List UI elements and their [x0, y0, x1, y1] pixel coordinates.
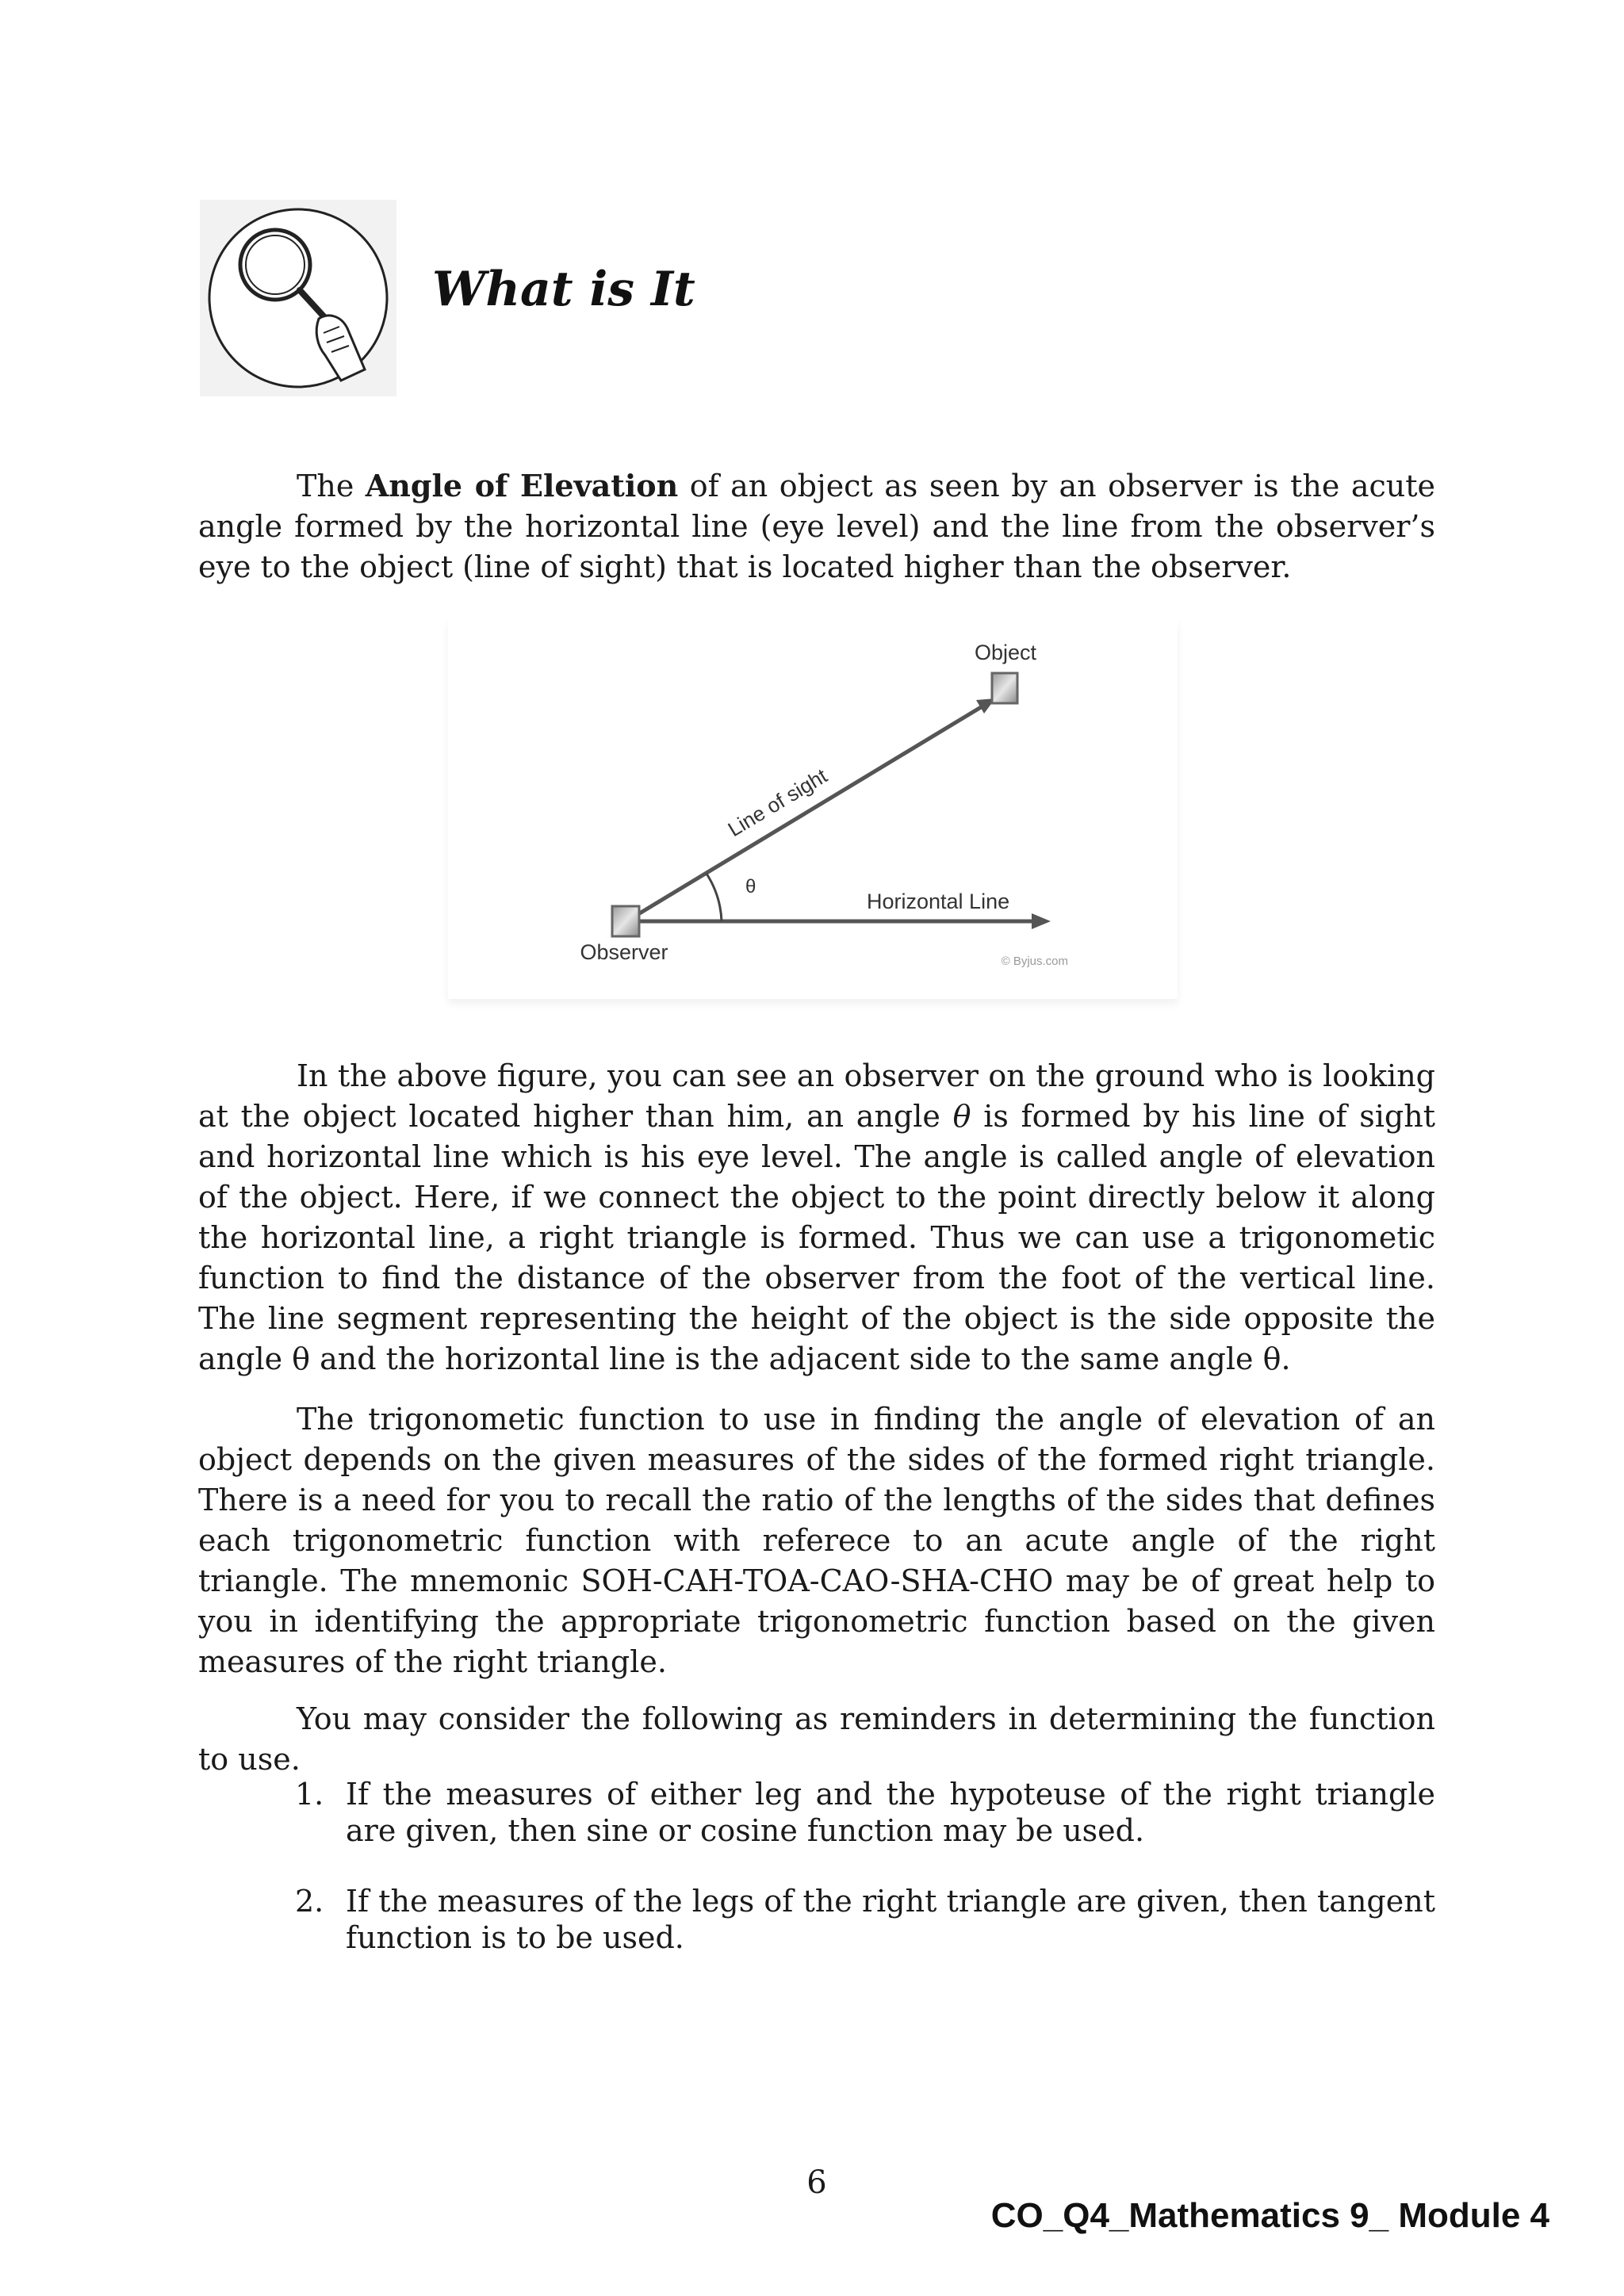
list-item-text: If the measures of either leg and the hypoteuse of the right triangle are given, then sine or cosine function may be used. — [346, 1777, 1435, 1848]
list-item-number: 2. — [295, 1884, 324, 1919]
definition-paragraph — [198, 465, 1435, 587]
figure-credit: © Byjus.com — [1001, 955, 1068, 968]
object-label: Object — [974, 641, 1037, 664]
paragraph-intro: The — [297, 469, 366, 503]
angle-of-elevation-term: Angle of Elevation — [365, 468, 679, 503]
reminders-intro: You may consider the following as reminders in determining the function to use. — [198, 1701, 1435, 1777]
line-of-sight-label: Line of sight — [723, 763, 832, 842]
list-item-number: 1. — [295, 1777, 324, 1812]
theta-label: θ — [745, 876, 756, 897]
list-item — [295, 1776, 1435, 1849]
list-item-text: If the measures of the legs of the right triangle are given, then tangent function is to be used. — [346, 1884, 1435, 1955]
section-title: What is It — [432, 262, 695, 317]
horizontal-line-arrowhead — [1032, 913, 1051, 929]
observer-label: Observer — [580, 940, 668, 964]
angle-arc — [707, 874, 722, 921]
horizontal-line-label: Horizontal Line — [867, 890, 1010, 913]
paragraph-body: of an object as seen by an observer is the acute angle formed by the horizontal line (eye level) and the line from the observer’s eye to the object (line of sight) that is located higher than the observer. — [198, 469, 1436, 584]
explanation-paragraph — [198, 1056, 1435, 1380]
observer-box — [612, 906, 639, 936]
module-code: CO_Q4_Mathematics 9_ Module 4 — [990, 2196, 1549, 2235]
angle-of-elevation-figure — [448, 618, 1178, 999]
paragraph-part1: In the above figure, you can see an observer on the ground who is looking at the object located higher than him, an angle — [198, 1058, 1435, 1134]
object-box — [992, 673, 1017, 703]
theta-symbol: θ — [952, 1099, 971, 1134]
mnemonic-paragraph: The trigonometic function to use in finding the angle of elevation of an object depends on the given measures of the sides of the formed right triangle. There is a need for you to recall the ratio of the lengths of the sides that defines each trigonometric function with referece to an acute angle of the right triangle. The mnemonic SOH-CAH-TOA-CAO-SHA-CHO may be of great help to you in identifying the appropriate trigonometric function based on the given measures of the right triangle. — [198, 1402, 1435, 1679]
paragraph-part2: is formed by his line of sight and horizontal line which is his eye level. The angle is called angle of elevation of the object. Here, if we connect the object to the point directly below it along the horizontal line, a right triangle is formed. Thus we can use a trigonometic function to find the distance of the observer from the foot of the vertical line. The line segment representing the height of the object is the side opposite the angle θ and the horizontal line is the adjacent side to the same angle θ. — [198, 1099, 1435, 1376]
magnifying-glass-icon — [200, 200, 396, 396]
page-number: 6 — [806, 2164, 827, 2201]
list-item — [295, 1883, 1435, 1956]
line-of-sight — [626, 702, 989, 921]
